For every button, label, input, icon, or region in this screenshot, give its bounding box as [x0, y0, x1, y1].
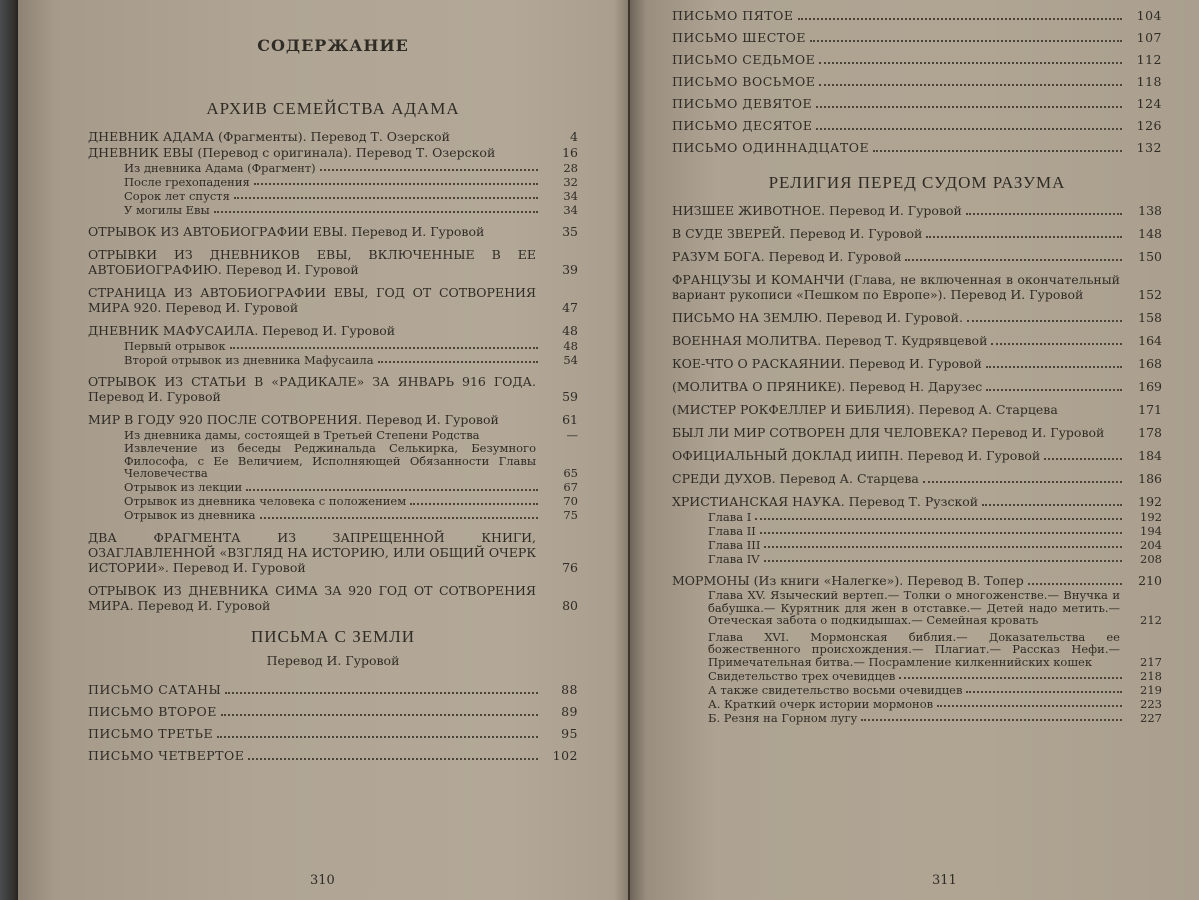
entry-title: ПИСЬМО ДЕВЯТОЕ — [672, 96, 813, 111]
entry-title: ОТРЫВОК ИЗ АВТОБИОГРАФИИ ЕВЫ. Перевод И. Гуровой — [88, 224, 485, 239]
toc-subentry[interactable] — [672, 697, 1162, 710]
section-title-religion: РЕЛИГИЯ ПЕРЕД СУДОМ РАЗУМА — [768, 173, 1066, 192]
dot-leader — [899, 669, 1122, 679]
entry-title: ПИСЬМО СЕДЬМОЕ — [672, 52, 816, 67]
subentry-page: 223 — [1140, 696, 1162, 711]
subentry-page: 28 — [563, 160, 578, 175]
entry-title: ПИСЬМО ВТОРОЕ — [88, 703, 217, 719]
dot-leader — [1062, 404, 1122, 414]
subentry-page: 219 — [1140, 682, 1162, 697]
toc-subentry[interactable] — [672, 711, 1162, 724]
toc-entry[interactable] — [672, 379, 1162, 394]
subentry-title: Отрывок из лекции — [124, 480, 243, 494]
dot-leader — [861, 711, 1122, 721]
toc-entry[interactable] — [88, 129, 578, 144]
entry-page: 186 — [1138, 471, 1162, 486]
toc-entry[interactable] — [88, 247, 578, 277]
subentry-title: Глава XVI. Мормонская библия.— Доказательства ее божественного происхождения.— Плагиат.— Рассказ Нефи.— Примечательная битва.— Посрамление килкеннийских кошек — [708, 629, 1120, 669]
letters-list — [88, 682, 578, 763]
entry-page: 210 — [1138, 573, 1162, 588]
entry-page: 118 — [1136, 74, 1162, 89]
dot-leader — [230, 339, 538, 349]
left-page — [18, 0, 632, 900]
toc-subentry[interactable] — [672, 631, 1162, 669]
toc-entry[interactable] — [88, 530, 578, 575]
entry-title: ДНЕВНИК ЕВЫ (Перевод с оригинала). Перевод Т. Озерской — [88, 145, 496, 160]
entry-title: ОФИЦИАЛЬНЫЙ ДОКЛАД ИИПН. Перевод И. Гуровой — [672, 448, 1041, 463]
subentry-page: 34 — [563, 202, 578, 217]
subentry-title: Из дневника Адама (Фрагмент) — [124, 160, 316, 175]
entry-page: 47 — [562, 300, 578, 315]
toc-subentry[interactable] — [672, 552, 1162, 565]
toc-entry[interactable] — [88, 583, 578, 613]
entry-title: РАЗУМ БОГА. Перевод И. Гуровой — [672, 249, 902, 264]
dot-leader — [221, 706, 538, 716]
toc-subentry[interactable] — [88, 339, 578, 352]
toc-entry[interactable] — [88, 748, 578, 763]
toc-subentry[interactable] — [88, 353, 578, 366]
toc-subentry[interactable] — [88, 442, 578, 480]
entry-page: 59 — [562, 389, 578, 404]
toc-entry[interactable] — [672, 140, 1162, 155]
entry-page: 178 — [1138, 425, 1162, 440]
dot-leader — [378, 353, 538, 363]
entry-page: 124 — [1136, 96, 1162, 111]
toc-subentry[interactable] — [88, 495, 578, 508]
entry-page: 102 — [552, 747, 578, 763]
dot-leader — [873, 142, 1122, 152]
subentry-title: Отрывок из дневника человека с положением — [124, 494, 407, 508]
dot-leader — [248, 750, 538, 760]
dot-leader — [923, 473, 1122, 483]
subentry-page: 70 — [563, 494, 578, 508]
toc-entry[interactable] — [672, 425, 1162, 440]
entry-title: (МОЛИТВА О ПРЯНИКЕ). Перевод Н. Дарузес — [672, 379, 983, 394]
entry-page: 164 — [1138, 333, 1162, 348]
entry-page: 138 — [1138, 203, 1162, 218]
subentry-title: Глава III — [708, 537, 761, 552]
toc-entry[interactable] — [672, 272, 1162, 302]
section-title-letters-from-earth: ПИСЬМА С ЗЕМЛИ — [250, 626, 416, 646]
toc-subentry[interactable] — [88, 189, 578, 202]
sub-entries — [88, 161, 578, 216]
entry-title: ДВА ФРАГМЕНТА ИЗ ЗАПРЕЩЕННОЙ КНИГИ, ОЗАГЛАВЛЕННОЙ «ВЗГЛЯД НА ИСТОРИЮ, ИЛИ ОБЩИЙ ОЧЕРК ИСТОРИИ». Перевод И. Гуровой — [88, 529, 536, 575]
entry-title: ФРАНЦУЗЫ И КОМАНЧИ (Глава, не включенная в окончательный вариант рукописи «Пешком по Европе»). Перевод И. Гуровой — [672, 272, 1120, 302]
right-page-content — [672, 8, 1162, 732]
toc-entry[interactable] — [672, 448, 1162, 463]
entry-page: 132 — [1136, 140, 1162, 155]
entry-title: ПИСЬМО ПЯТОЕ — [672, 8, 794, 23]
entry-title: ОТРЫВОК ИЗ СТАТЬИ В «РАДИКАЛЕ» ЗА ЯНВАРЬ 916 ГОДА. Перевод И. Гуровой — [88, 374, 536, 404]
toc-entry[interactable] — [672, 402, 1162, 417]
subentry-page: 217 — [1140, 654, 1162, 669]
entry-title: МИР В ГОДУ 920 ПОСЛЕ СОТВОРЕНИЯ. Перевод И. Гуровой — [88, 412, 499, 427]
entry-page: 158 — [1138, 310, 1162, 325]
dot-leader — [1028, 575, 1122, 585]
toc-subentry[interactable] — [672, 510, 1162, 523]
letters-list-continued — [672, 8, 1162, 155]
subentry-page: — — [566, 427, 578, 442]
toc-entry[interactable] — [88, 224, 578, 239]
dot-leader — [816, 98, 1122, 108]
entry-page: 112 — [1136, 52, 1162, 67]
entry-page: 104 — [1136, 8, 1162, 23]
entry-page: 152 — [1138, 287, 1162, 302]
entry-title: ПИСЬМО ВОСЬМОЕ — [672, 74, 816, 89]
subentry-page: 204 — [1140, 537, 1162, 552]
subentry-page: 218 — [1140, 668, 1162, 683]
dot-leader — [991, 335, 1122, 345]
toc-subentry[interactable] — [88, 161, 578, 174]
toc-entry[interactable] — [88, 682, 578, 697]
subentry-title: Сорок лет спустя — [124, 188, 230, 203]
dot-leader — [986, 358, 1122, 368]
sub-entries — [88, 428, 578, 522]
entry-title: КОЕ-ЧТО О РАСКАЯНИИ. Перевод И. Гуровой — [672, 356, 982, 371]
subentry-page: 32 — [563, 174, 578, 189]
entry-title: ПИСЬМО НА ЗЕМЛЮ. Перевод И. Гуровой. — [672, 310, 963, 325]
entry-page: 61 — [562, 412, 578, 427]
entry-page: 168 — [1138, 356, 1162, 371]
entry-page: 169 — [1138, 379, 1162, 394]
toc-entry[interactable] — [672, 8, 1162, 23]
dot-leader — [755, 510, 1122, 520]
dot-leader — [819, 54, 1122, 64]
entry-title: ХРИСТИАНСКАЯ НАУКА. Перевод Т. Рузской — [672, 494, 979, 509]
subentry-title: Глава I — [708, 509, 752, 524]
entry-page: 171 — [1138, 402, 1162, 417]
subentry-page: 54 — [563, 352, 578, 367]
dot-leader — [484, 428, 538, 438]
dot-leader — [214, 203, 538, 213]
dot-leader — [810, 32, 1122, 42]
toc-entry[interactable] — [672, 494, 1162, 509]
subentry-page: 208 — [1140, 551, 1162, 566]
entry-page: 126 — [1136, 118, 1162, 133]
dot-leader — [926, 228, 1122, 238]
toc-title: СОДЕРЖАНИЕ — [257, 36, 409, 55]
toc-entry[interactable] — [672, 96, 1162, 111]
entry-title: ВОЕННАЯ МОЛИТВА. Перевод Т. Кудрявцевой — [672, 333, 988, 348]
entry-page: 88 — [561, 681, 578, 697]
subentry-title: Б. Резня на Горном лугу — [708, 710, 858, 725]
entry-title: ОТРЫВКИ ИЗ ДНЕВНИКОВ ЕВЫ, ВКЛЮЧЕННЫЕ В ЕЕ АВТОБИОГРАФИЮ. Перевод И. Гуровой — [88, 247, 536, 277]
toc-entry[interactable] — [88, 145, 578, 160]
dot-leader — [966, 683, 1122, 693]
dot-leader — [764, 538, 1122, 548]
dot-leader — [246, 481, 538, 491]
subentry-title: Глава IV — [708, 551, 760, 566]
toc-entry[interactable] — [88, 323, 578, 338]
toc-subentry[interactable] — [672, 683, 1162, 696]
dot-leader — [320, 161, 538, 171]
subentry-page: 75 — [563, 508, 578, 522]
entry-title: БЫЛ ЛИ МИР СОТВОРЕН ДЛЯ ЧЕЛОВЕКА? Перевод И. Гуровой — [672, 425, 1105, 440]
left-page-content — [88, 30, 578, 770]
entry-page: 148 — [1138, 226, 1162, 241]
sub-entries — [672, 589, 1162, 724]
dot-leader — [225, 684, 538, 694]
entry-title: ПИСЬМО ОДИННАДЦАТОЕ — [672, 140, 870, 155]
toc-subentry[interactable] — [672, 669, 1162, 682]
subentry-title: Отрывок из дневника — [124, 508, 256, 522]
toc-subentry[interactable] — [88, 481, 578, 494]
toc-entry[interactable] — [672, 310, 1162, 325]
subentry-title: Второй отрывок из дневника Мафусаила — [124, 352, 374, 367]
subentry-title: А также свидетельство восьми очевидцев — [708, 682, 963, 697]
subentry-title: А. Краткий очерк истории мормонов — [708, 696, 934, 711]
toc-subentry[interactable] — [672, 589, 1162, 627]
toc-entry[interactable] — [672, 226, 1162, 241]
book-edge — [0, 0, 20, 900]
entry-title: ДНЕВНИК МАФУСАИЛА. Перевод И. Гуровой — [88, 323, 396, 338]
entry-title: ПИСЬМО ТРЕТЬЕ — [88, 725, 214, 741]
toc-entry[interactable] — [88, 412, 578, 427]
subentry-page: 194 — [1140, 523, 1162, 538]
dot-leader — [217, 728, 538, 738]
entry-title: ОТРЫВОК ИЗ ДНЕВНИКА СИМА ЗА 920 ГОД ОТ СОТВОРЕНИЯ МИРА. Перевод И. Гуровой — [88, 582, 536, 613]
right-page — [630, 0, 1199, 900]
entry-page: 35 — [562, 224, 578, 239]
dot-leader — [254, 175, 538, 185]
subentry-page: 192 — [1140, 509, 1162, 524]
subentry-title: Первый отрывок — [124, 338, 226, 353]
entry-title: В СУДЕ ЗВЕРЕЙ. Перевод И. Гуровой — [672, 226, 923, 241]
entry-title: СРЕДИ ДУХОВ. Перевод А. Старцева — [672, 471, 919, 486]
subentry-page: 212 — [1140, 613, 1162, 627]
toc-entry[interactable] — [672, 118, 1162, 133]
subentry-page: 227 — [1140, 710, 1162, 725]
subentry-page: 65 — [563, 466, 578, 480]
entry-page: 95 — [561, 725, 578, 741]
dot-leader — [937, 697, 1122, 707]
section-title-adam-archive: АРХИВ СЕМЕЙСТВА АДАМА — [206, 99, 460, 118]
entry-title: ПИСЬМО ЧЕТВЕРТОЕ — [88, 747, 245, 763]
subentry-title: Глава II — [708, 523, 756, 538]
toc-subentry[interactable] — [88, 509, 578, 522]
page-number: 310 — [310, 873, 335, 888]
toc-entry[interactable] — [88, 285, 578, 315]
entry-title: ДНЕВНИК АДАМА (Фрагменты). Перевод Т. Озерской — [88, 129, 450, 144]
entry-title: СТРАНИЦА ИЗ АВТОБИОГРАФИИ ЕВЫ, ГОД ОТ СОТВОРЕНИЯ МИРА 920. Перевод И. Гуровой — [88, 285, 536, 315]
toc-entry[interactable] — [672, 30, 1162, 45]
entry-page: 39 — [562, 262, 578, 277]
toc-entry[interactable] — [672, 74, 1162, 89]
toc-entry[interactable] — [672, 573, 1162, 588]
subentry-title: Из дневника дамы, состоящей в Третьей Степени Родства — [124, 427, 480, 442]
entry-page: 48 — [562, 323, 578, 338]
subentry-page: 67 — [563, 480, 578, 494]
sub-entries — [672, 510, 1162, 565]
entry-page: 192 — [1138, 494, 1162, 509]
section-translator: Перевод И. Гуровой — [266, 652, 400, 668]
dot-leader — [982, 496, 1122, 506]
toc-entry[interactable] — [672, 249, 1162, 264]
entry-title: МОРМОНЫ (Из книги «Налегке»). Перевод В. Топер — [672, 573, 1024, 588]
entry-page: 150 — [1138, 249, 1162, 264]
toc-subentry[interactable] — [88, 175, 578, 188]
entry-page: 16 — [562, 145, 578, 160]
entry-page: 4 — [570, 129, 578, 144]
dot-leader — [819, 76, 1122, 86]
dot-leader — [816, 120, 1122, 130]
dot-leader — [260, 509, 538, 519]
toc-subentry[interactable] — [88, 203, 578, 216]
subentry-title: У могилы Евы — [124, 202, 210, 217]
dot-leader — [986, 381, 1122, 391]
subentry-title: Свидетельство трех очевидцев — [708, 668, 896, 683]
entry-page: 184 — [1138, 448, 1162, 463]
subentry-title: Глава XV. Языческий вертеп.— Толки о многоженстве.— Внучка и бабушка.— Курятник для жен в отставке.— Детей надо метить.— Отеческая забота о подкидышах.— Семейная кровать — [708, 588, 1120, 627]
entry-title: ПИСЬМО ДЕСЯТОЕ — [672, 118, 813, 133]
entry-title: ПИСЬМО ШЕСТОЕ — [672, 30, 806, 45]
toc-entry[interactable] — [672, 356, 1162, 371]
subentry-page: 34 — [563, 188, 578, 203]
toc-subentry[interactable] — [672, 524, 1162, 537]
toc-entry[interactable] — [88, 374, 578, 404]
dot-leader — [966, 205, 1122, 215]
sub-entries — [88, 339, 578, 366]
entry-title: ПИСЬМО САТАНЫ — [88, 681, 222, 697]
dot-leader — [764, 552, 1122, 562]
dot-leader — [798, 10, 1122, 20]
dot-leader — [1044, 450, 1122, 460]
toc-entry[interactable] — [672, 203, 1162, 218]
dot-leader — [905, 251, 1122, 261]
toc-entry[interactable] — [672, 471, 1162, 486]
entry-page: 80 — [562, 597, 578, 613]
entry-page: 76 — [562, 559, 578, 575]
dot-leader — [760, 524, 1122, 534]
toc-subentry[interactable] — [88, 428, 578, 441]
dot-leader — [410, 495, 538, 505]
entry-title: НИЗШЕЕ ЖИВОТНОЕ. Перевод И. Гуровой — [672, 203, 962, 218]
toc-entry[interactable] — [88, 704, 578, 719]
entry-title: (МИСТЕР РОКФЕЛЛЕР И БИБЛИЯ). Перевод А. Старцева — [672, 402, 1058, 417]
dot-leader — [967, 312, 1122, 322]
subentry-title: После грехопадения — [124, 174, 250, 189]
entry-page: 107 — [1136, 30, 1162, 45]
toc-entry[interactable] — [672, 333, 1162, 348]
toc-entry[interactable] — [88, 726, 578, 741]
page-number: 311 — [932, 873, 957, 888]
toc-subentry[interactable] — [672, 538, 1162, 551]
subentry-page: 48 — [563, 338, 578, 353]
dot-leader — [234, 189, 538, 199]
subentry-title: Извлечение из беседы Реджинальда Селькирка, Безумного Философа, с Ее Величием, Исполняющей Обязанности Главы Человечества — [124, 441, 536, 480]
toc-entry[interactable] — [672, 52, 1162, 67]
entry-page: 89 — [561, 703, 578, 719]
